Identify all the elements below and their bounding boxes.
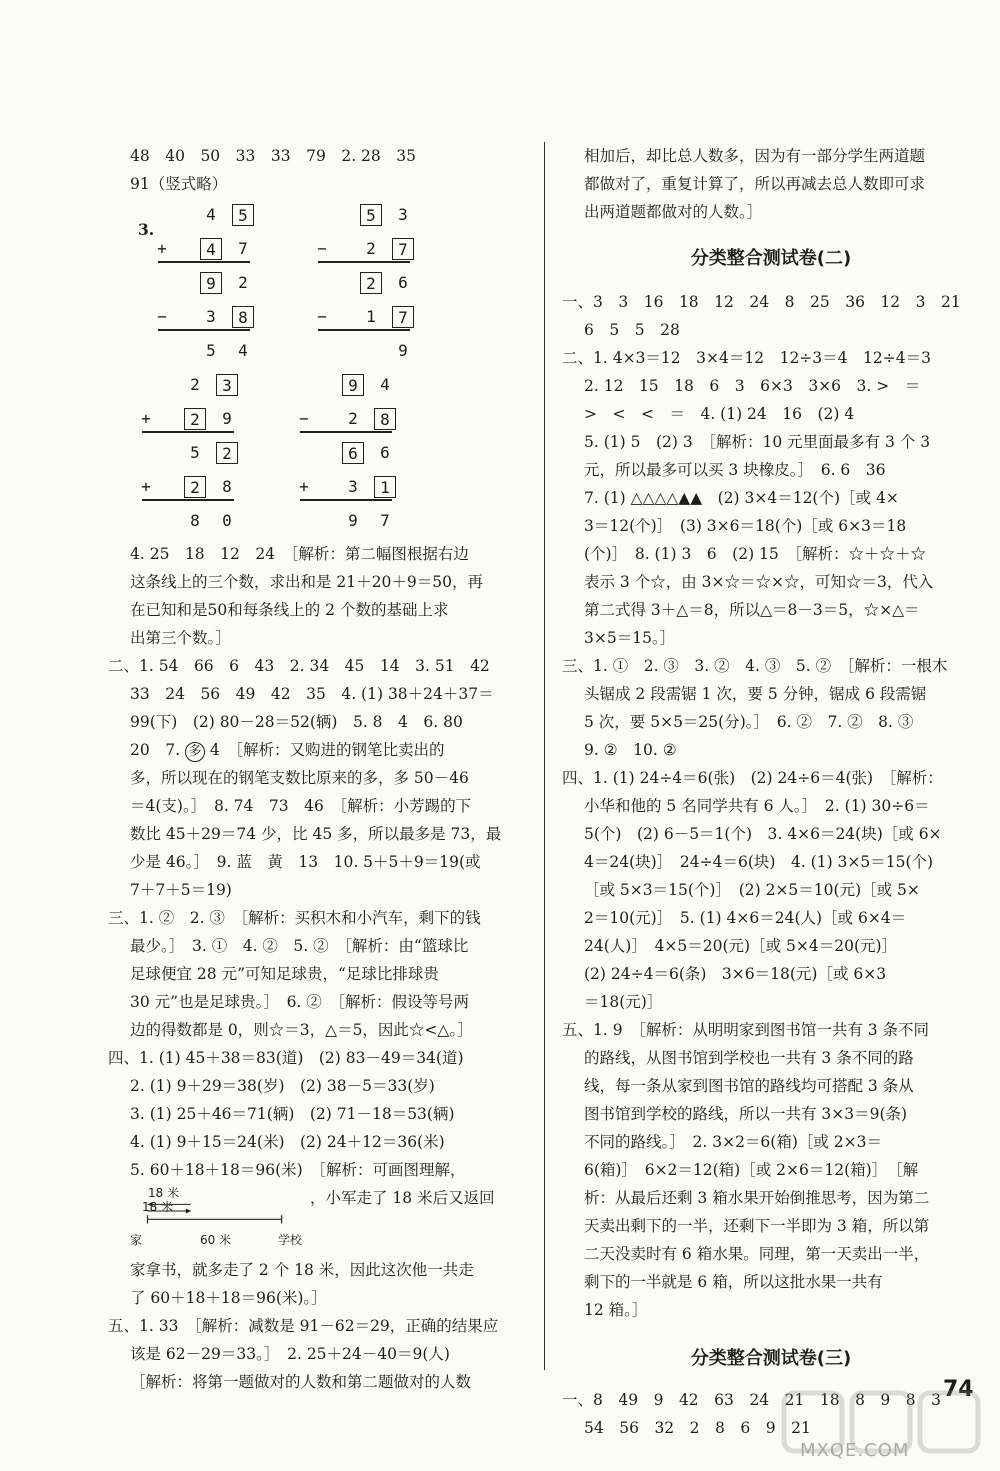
- text-line: 析：从最后还剩 3 箱水果开始倒推思考，因为第二: [584, 1189, 930, 1207]
- text-line: ，小军走了 18 米后又返回: [310, 1189, 495, 1207]
- boxed-digit: 3: [216, 374, 238, 396]
- text-line: 元，所以最多可以买 3 块橡皮。］ 6. 6 36: [584, 461, 886, 479]
- text-line: 二、1. 54 66 6 43 2. 34 45 14 3. 51 42: [108, 657, 490, 675]
- calc-digit: 5: [190, 443, 200, 462]
- text-line: 4＝24(块)］ 24÷4＝6(块) 4. (1) 3×5＝15(个): [584, 853, 934, 871]
- text-line: 一、8 49 9 42 63 24 21 18 8 9 8 3: [562, 1391, 942, 1409]
- text-line: 54 56 32 2 8 6 9 21: [584, 1419, 811, 1437]
- page-number: 74: [943, 1377, 974, 1402]
- calc-digit: 2: [238, 273, 248, 292]
- text-line: 足球便宜 28 元”可知足球贵，“足球比排球贵: [130, 965, 439, 983]
- text-line: 12 箱。］: [584, 1301, 648, 1319]
- boxed-digit: 6: [342, 442, 364, 464]
- calc-operator: −: [317, 307, 327, 326]
- text-line: 5. (1) 5 (2) 3 ［解析：10 元里面最多有 3 个 3: [584, 433, 931, 451]
- text-line: 线，每一条从家到图书馆的路线均可搭配 3 条从: [584, 1077, 914, 1095]
- text-line: 五、1. 33 ［解析：减数是 91－62＝29，正确的结果应: [108, 1317, 499, 1335]
- text-line: 5. 60＋18＋18＝96(米) ［解析：可画图理解，: [130, 1161, 466, 1179]
- calc-digit: 9: [348, 511, 358, 530]
- watermark-text: MXQE.COM: [800, 1440, 910, 1461]
- calc-underline: [318, 329, 410, 331]
- calc-operator: −: [317, 239, 327, 258]
- calc-digit: 2: [366, 239, 376, 258]
- section-title: 分类整合测试卷(二): [690, 248, 852, 269]
- text-line: 剩下的一半就是 6 箱，所以这批水果一共有: [584, 1273, 883, 1291]
- text-line: 24(人)］ 4×5＝20(元)［或 5×4＝20(元)］: [584, 937, 898, 955]
- circled-answer: 多: [185, 742, 205, 762]
- calc-digit: 5: [206, 341, 216, 360]
- boxed-digit: 8: [232, 306, 254, 328]
- text-line: 家拿书，就多走了 2 个 18 米，因此这次他一共走: [130, 1261, 474, 1279]
- calc-digit: 0: [222, 511, 232, 530]
- calc-underline: [318, 261, 410, 263]
- text-line: 了 60＋18＋18＝96(米)。］: [130, 1289, 327, 1307]
- calc-underline: [142, 431, 234, 433]
- column-divider: [544, 142, 545, 1370]
- text-line: 5 次，要 5×5＝25(分)。］ 6. ② 7. ② 8. ③: [584, 713, 914, 731]
- text-line: 6 5 5 28: [584, 321, 680, 339]
- diagram-label: 18 米: [142, 1200, 174, 1214]
- boxed-digit: 1: [374, 476, 396, 498]
- calc-digit: 4: [206, 205, 216, 224]
- text-line: 四、1. (1) 24÷4＝6(张) (2) 24÷6＝4(张) ［解析：: [562, 769, 943, 787]
- question-3-label: 3.: [138, 220, 155, 239]
- text-line: (个)］ 8. (1) 3 6 (2) 15 ［解析：☆＋☆＋☆: [584, 545, 927, 563]
- calc-digit: 8: [222, 477, 232, 496]
- calc-digit: 6: [398, 273, 408, 292]
- text-line: (2) 24÷4＝6(条) 3×6＝18(元)［或 6×3: [584, 965, 887, 983]
- calc-operator: −: [157, 307, 167, 326]
- text-line: 头锯成 2 段需锯 1 次，要 5 分钟，锯成 6 段需锯: [584, 685, 927, 703]
- arrow-head: [186, 1209, 191, 1214]
- calc-digit: 3: [348, 477, 358, 496]
- text-line: 四、1. (1) 45＋38＝83(道) (2) 83－49＝34(道): [108, 1049, 464, 1067]
- text-line: 91（竖式略）: [130, 175, 228, 193]
- text-line: ［解析：将第一题做对的人数和第二题做对的人数: [130, 1373, 472, 1391]
- text-line: 二、1. 4×3＝12 3×4＝12 12÷3＝4 12÷4＝3: [562, 349, 931, 367]
- calc-digit: 9: [398, 341, 408, 360]
- text-line: 表示 3 个☆，由 3×☆＝☆×☆，可知☆＝3，代入: [584, 573, 934, 591]
- calc-digit: 2: [348, 409, 358, 428]
- boxed-digit: 9: [200, 272, 222, 294]
- text-line: 48 40 50 33 33 79 2. 28 35: [130, 147, 417, 165]
- diagram-label: 18 米: [148, 1186, 180, 1200]
- text-line: 三、1. ① 2. ③ 3. ② 4. ③ 5. ② ［解析：一根木: [562, 657, 948, 675]
- text-line: 出两道题都做对的人数。］: [584, 203, 763, 221]
- diagram-label: 学校: [278, 1233, 303, 1247]
- text-line: 9. ② 10. ②: [584, 741, 677, 759]
- calc-digit: 2: [190, 375, 200, 394]
- text-line: 7. (1) △△△△▲▲ (2) 3×4＝12(个)［或 4×: [584, 489, 899, 507]
- text-line: 都做对了，重复计算了，所以再减去总人数即可求: [584, 175, 926, 193]
- text-line: 4. (1) 9＋15＝24(米) (2) 24＋12＝36(米): [130, 1133, 445, 1151]
- text-line: 一、3 3 16 18 12 24 8 25 36 12 3 21: [562, 293, 961, 311]
- boxed-digit: 5: [360, 204, 382, 226]
- text-line: 7＋7＋5＝19): [130, 881, 232, 899]
- boxed-digit: 4: [200, 238, 222, 260]
- text-line: 的路线，从图书馆到学校也一共有 3 条不同的路: [584, 1049, 914, 1067]
- calc-digit: 3: [206, 307, 216, 326]
- text-line: 这条线上的三个数，求出和是 21＋20＋9＝50，再: [130, 573, 483, 591]
- diagram-label: 60 米: [200, 1233, 232, 1247]
- text-line: 第二式得 3＋△＝8，所以△＝8－3＝5，☆×△＝: [584, 601, 920, 619]
- text-line: 天卖出剩下的一半，还剩下一半即为 3 箱，所以第: [584, 1217, 930, 1235]
- text-line: 2. 12 15 18 6 3 6×3 3×6 3. > ＝: [584, 377, 921, 395]
- calc-digit: 4: [238, 341, 248, 360]
- calc-digit: 7: [238, 239, 248, 258]
- text-line: 6(箱)］ 6×2＝12(箱)［或 2×6＝12(箱)］ ［解: [584, 1161, 919, 1179]
- text-line: 多，所以现在的钢笔支数比原来的多，多 50－46: [130, 769, 469, 787]
- text-line: 2. (1) 9＋29＝38(岁) (2) 38－5＝33(岁): [130, 1077, 435, 1095]
- calc-operator: +: [141, 409, 151, 428]
- text-line: 小华和他的 5 名同学共有 6 人。］ 2. (1) 30÷6＝: [584, 797, 930, 815]
- text-line: 图书馆到学校的路线，所以一共有 3×3＝9(条): [584, 1105, 908, 1123]
- calc-operator: +: [141, 477, 151, 496]
- text-line: ＝4(支)。］ 8. 74 73 46 ［解析：小芳踢的下: [130, 797, 472, 815]
- diagram-label: 家: [130, 1233, 143, 1247]
- calc-underline: [158, 329, 250, 331]
- boxed-digit: 2: [184, 408, 206, 430]
- calc-digit: 7: [380, 511, 390, 530]
- text-line: 2＝10(元)］ 5. (1) 4×6＝24(人)［或 6×4＝: [584, 909, 907, 927]
- calc-digit: [360, 340, 382, 362]
- text-line: 相加后，却比总人数多，因为有一部分学生两道题: [584, 147, 926, 165]
- boxed-digit: 5: [232, 204, 254, 226]
- calc-underline: [300, 499, 392, 501]
- boxed-digit: 7: [392, 238, 414, 260]
- text-line: 二天没卖时有 6 箱水果。同理，第一天卖出一半，: [584, 1245, 930, 1263]
- text-line: 33 24 56 49 42 35 4. (1) 38＋24＋37＝: [130, 685, 494, 703]
- text-line: 99(下) (2) 80－28＝52(辆) 5. 8 4 6. 80: [130, 713, 463, 731]
- text-line: 数比 45＋29＝74 少，比 45 多，所以最多是 73，最: [130, 825, 502, 843]
- text-line: ［或 5×3＝15(个)］ (2) 2×5＝10(元)［或 5×: [584, 881, 920, 899]
- text-line: 在已知和是50和每条线上的 2 个数的基础上求: [130, 601, 449, 619]
- calc-digit: 4: [380, 375, 390, 394]
- boxed-digit: 2: [184, 476, 206, 498]
- calc-operator: +: [299, 477, 309, 496]
- text-line: 五、1. 9 ［解析：从明明家到图书馆一共有 3 条不同: [562, 1021, 930, 1039]
- calc-digit: 3: [398, 205, 408, 224]
- text-line: 30 元”也是足球贵。］ 6. ② ［解析：假设等号两: [130, 993, 470, 1011]
- text-line: 5(个) (2) 6－5＝1(个) 3. 4×6＝24(块)［或 6×: [584, 825, 942, 843]
- calc-underline: [300, 431, 392, 433]
- calc-digit: 1: [366, 307, 376, 326]
- calc-operator: +: [157, 239, 167, 258]
- text-line: 4. 25 18 12 24 ［解析：第二幅图根据右边: [130, 545, 469, 563]
- text-line: 少是 46。］ 9. 蓝 黄 13 10. 5＋5＋9＝19(或: [130, 853, 481, 871]
- boxed-digit: 2: [216, 442, 238, 464]
- text-line: [130, 738, 445, 762]
- boxed-digit: 8: [374, 408, 396, 430]
- text-line: 3. (1) 25＋46＝71(辆) (2) 71－18＝53(辆): [130, 1105, 455, 1123]
- text-line: 三、1. ② 2. ③ ［解析：买积木和小汽车，剩下的钱: [108, 909, 481, 927]
- boxed-digit: 2: [360, 272, 382, 294]
- calc-operator: −: [299, 409, 309, 428]
- calc-digit: 6: [380, 443, 390, 462]
- text-line: 不同的路线。］ 2. 3×2＝6(箱)［或 2×3＝: [584, 1133, 883, 1151]
- text-line: 3×5＝15。］: [584, 629, 676, 647]
- calc-digit: 9: [222, 409, 232, 428]
- text-line: > < < ＝ 4. (1) 24 16 (2) 4: [584, 405, 855, 423]
- section-title: 分类整合测试卷(三): [690, 1348, 852, 1369]
- calc-underline: [158, 261, 250, 263]
- boxed-digit: 7: [392, 306, 414, 328]
- text-span: 20 7.: [130, 741, 181, 759]
- calc-digit: 8: [190, 511, 200, 530]
- text-line: 该是 62－29＝33。］ 2. 25＋24－40＝9(人): [130, 1345, 450, 1363]
- text-span: 4 ［解析：又购进的钢笔比卖出的: [209, 741, 445, 759]
- text-line: 出第三个数。］: [130, 629, 231, 647]
- calc-underline: [142, 499, 234, 501]
- text-line: 边的得数都是 0，则☆＝3，△＝5，因此☆<△。］: [130, 1021, 473, 1039]
- text-line: 最少。］ 3. ① 4. ② 5. ② ［解析：由“篮球比: [130, 937, 469, 955]
- text-line: 3＝12(个)］ (3) 3×6＝18(个)［或 6×3＝18: [584, 517, 907, 535]
- boxed-digit: 9: [342, 374, 364, 396]
- text-line: ＝18(元)］: [584, 993, 663, 1011]
